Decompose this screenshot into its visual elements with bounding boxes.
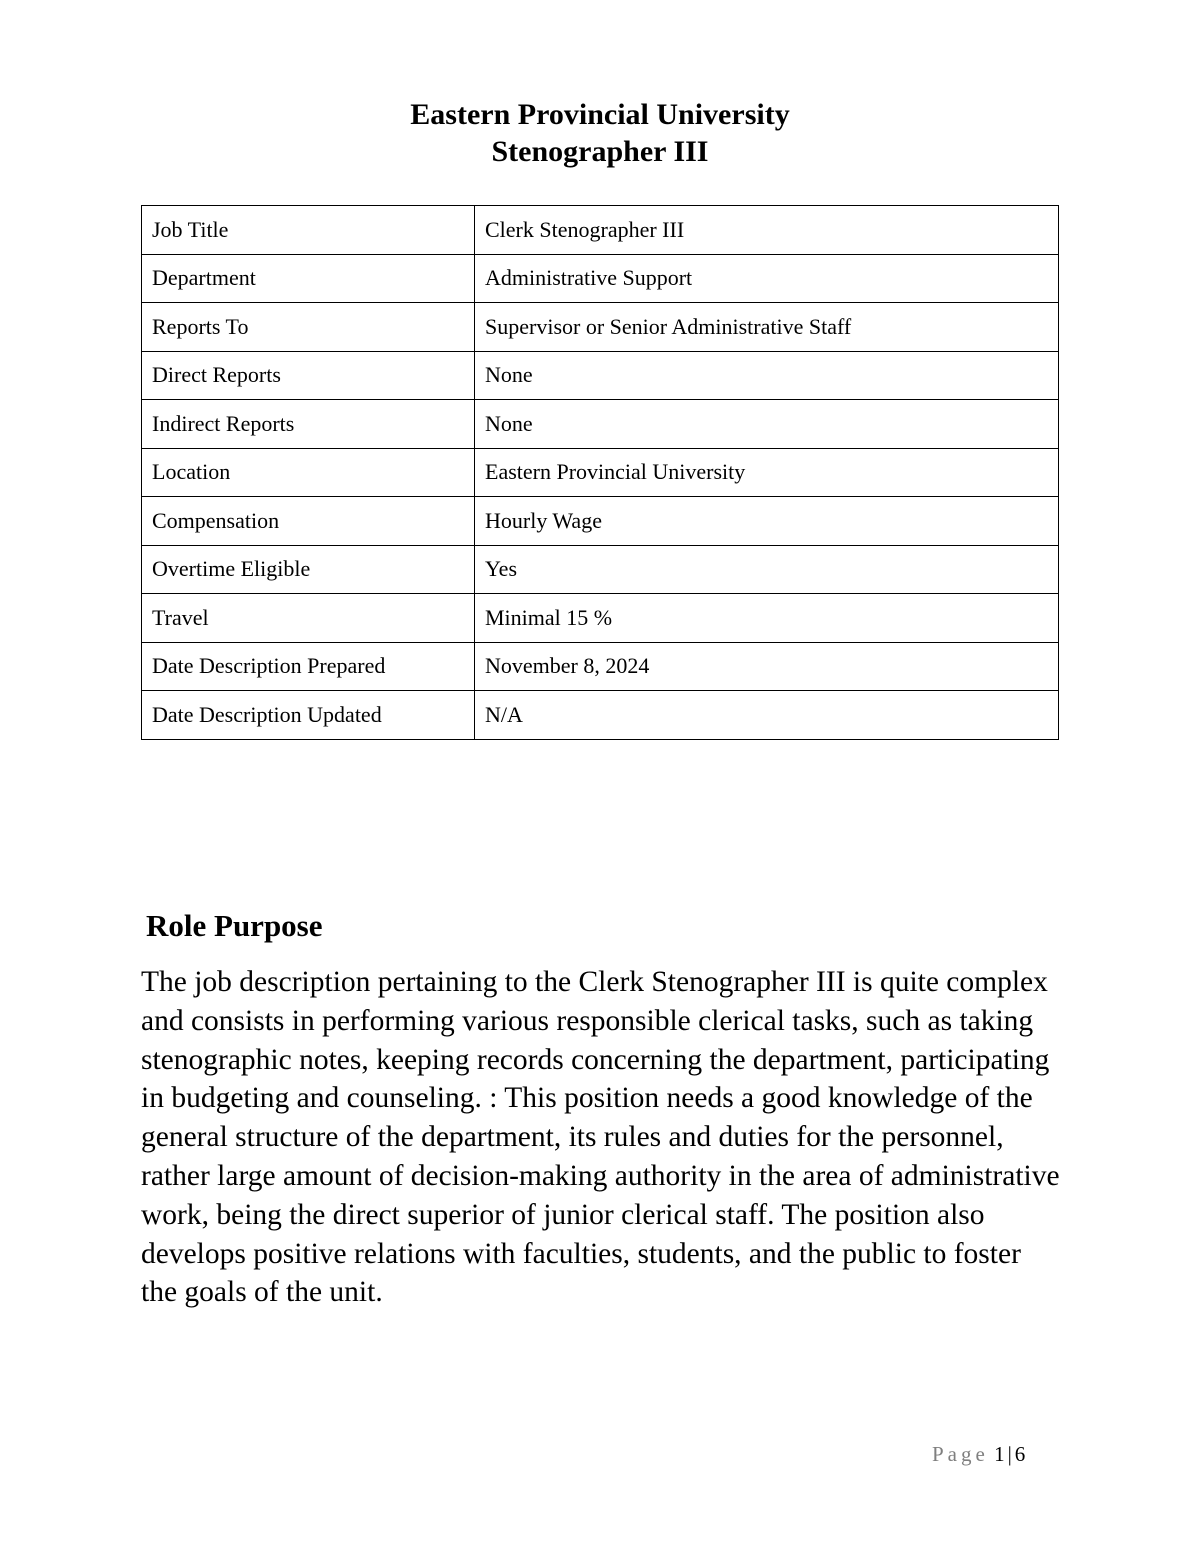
table-row	[142, 351, 1059, 400]
row-label-job-title: Job Title	[142, 206, 475, 255]
row-label-date-updated: Date Description Updated	[142, 691, 475, 740]
role-purpose-body: The job description pertaining to the Clerk Stenographer III is quite complex and consists in performing various responsible clerical tasks, such as taking stenographic notes, keeping records concerning the department, participating in budgeting and counseling. : This position needs a good knowledge of the general structure of the department, its rules and duties for the personnel, rather large amount of decision-making authority in the area of administrative work, being the direct superior of junior clerical staff. The position also develops positive relations with faculties, students, and the public to foster the goals of the unit.	[141, 966, 1060, 1309]
job-details-table	[141, 205, 1059, 740]
row-label-date-prepared: Date Description Prepared	[142, 642, 475, 691]
row-value-compensation: Hourly Wage	[475, 497, 1059, 546]
row-label-travel: Travel	[142, 594, 475, 643]
table-row	[142, 642, 1059, 691]
row-value-date-prepared: November 8, 2024	[475, 642, 1059, 691]
row-label-location: Location	[142, 448, 475, 497]
row-label-department: Department	[142, 254, 475, 303]
page-separator: |	[1007, 1442, 1015, 1466]
row-value-travel: Minimal 15 %	[475, 594, 1059, 643]
row-label-overtime-eligible: Overtime Eligible	[142, 545, 475, 594]
row-label-direct-reports: Direct Reports	[142, 351, 475, 400]
organization-name: Eastern Provincial University	[410, 98, 790, 131]
row-value-indirect-reports: None	[475, 400, 1059, 449]
row-value-overtime-eligible: Yes	[475, 545, 1059, 594]
page-footer	[932, 1440, 1028, 1468]
table-row	[142, 545, 1059, 594]
row-label-compensation: Compensation	[142, 497, 475, 546]
row-value-direct-reports: None	[475, 351, 1059, 400]
position-title: Stenographer III	[491, 135, 709, 168]
row-value-job-title: Clerk Stenographer III	[475, 206, 1059, 255]
row-value-location: Eastern Provincial University	[475, 448, 1059, 497]
document-title	[0, 96, 1200, 170]
table-row	[142, 497, 1059, 546]
table-row	[142, 400, 1059, 449]
table-row	[142, 254, 1059, 303]
role-purpose-heading: Role Purpose	[146, 908, 323, 943]
row-value-department: Administrative Support	[475, 254, 1059, 303]
page-total: 6	[1014, 1442, 1029, 1466]
table-row	[142, 206, 1059, 255]
row-label-indirect-reports: Indirect Reports	[142, 400, 475, 449]
page-label: Page	[932, 1442, 989, 1466]
row-value-reports-to: Supervisor or Senior Administrative Staff	[475, 303, 1059, 352]
table-row	[142, 303, 1059, 352]
page-number: 1	[994, 1442, 1008, 1466]
table-row	[142, 691, 1059, 740]
row-value-date-updated: N/A	[475, 691, 1059, 740]
row-label-reports-to: Reports To	[142, 303, 475, 352]
table-row	[142, 594, 1059, 643]
table-row	[142, 448, 1059, 497]
